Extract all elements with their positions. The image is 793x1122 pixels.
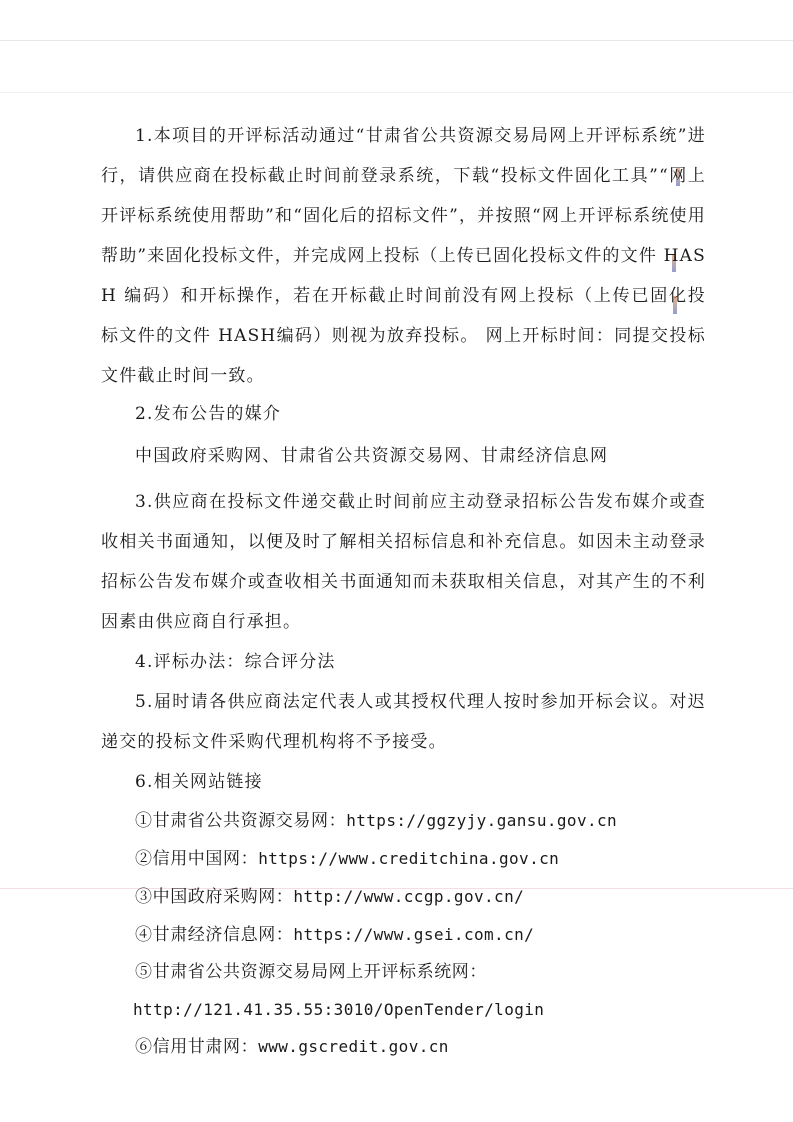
link-item <box>101 916 706 954</box>
scan-artifact-line <box>0 40 793 41</box>
link-label: ③中国政府采购网： <box>135 887 294 907</box>
link-item <box>101 1028 706 1066</box>
paragraph-meeting-notice: 5.届时请各供应商法定代表人或其授权代理人按时参加开标会议。对迟递交的投标文件采购代理机构将不予接受。 <box>101 692 706 752</box>
document-body <box>101 116 706 1066</box>
paragraph-evaluation-method: 4.评标办法：综合评分法 <box>135 652 336 672</box>
link-label: ②信用中国网： <box>135 849 259 869</box>
link-item <box>101 840 706 878</box>
link-url[interactable]: https://ggzyjy.gansu.gov.cn <box>346 811 618 830</box>
link-url[interactable]: http://www.ccgp.gov.cn/ <box>293 887 525 906</box>
link-label: ⑥信用甘肃网： <box>135 1037 259 1057</box>
link-url[interactable]: https://www.gsei.com.cn/ <box>293 925 535 944</box>
link-label: ①甘肃省公共资源交易网： <box>135 811 347 831</box>
link-url[interactable]: https://www.creditchina.gov.cn <box>258 849 560 868</box>
paragraph-media-list: 中国政府采购网、甘肃省公共资源交易网、甘肃经济信息网 <box>135 446 609 466</box>
link-label: ⑤甘肃省公共资源交易局网上开评标系统网： <box>135 962 487 982</box>
scan-artifact-line <box>0 92 793 93</box>
link-label: ④甘肃经济信息网： <box>135 925 294 945</box>
link-item <box>101 954 706 991</box>
link-url[interactable]: www.gscredit.gov.cn <box>258 1037 449 1056</box>
paragraph-online-bidding: 1.本项目的开评标活动通过“甘肃省公共资源交易局网上开评标系统”进行，请供应商在投标截止时间前登录系统，下载“投标文件固化工具”“网上开评标系统使用帮助”和“固化后的招标文件”，并按照“网上开评标系统使用帮助”来固化投标文件，并完成网上投标（上传已固化投标文件的文件 HASH 编码）和开标操作，若在开标截止时间前没有网上投标（上传已固化投标文件的文件 HASH编码）则视为放弃投标。 网上开标时间：同提交投标文件截止时间一致。 <box>101 126 706 386</box>
paragraph-supplier-notice: 3.供应商在投标文件递交截止时间前应主动登录招标公告发布媒介或查收相关书面通知，以便及时了解相关招标信息和补充信息。如因未主动登录招标公告发布媒介或查收相关书面通知而未获取相关信息，对其产生的不利因素由供应商自行承担。 <box>101 492 706 632</box>
link-item <box>101 802 706 840</box>
paragraph-media-title: 2.发布公告的媒介 <box>135 404 282 424</box>
paragraph-links-title: 6.相关网站链接 <box>135 772 263 792</box>
link-url[interactable]: http://121.41.35.55:3010/OpenTender/login <box>133 1000 545 1019</box>
link-item <box>101 878 706 916</box>
